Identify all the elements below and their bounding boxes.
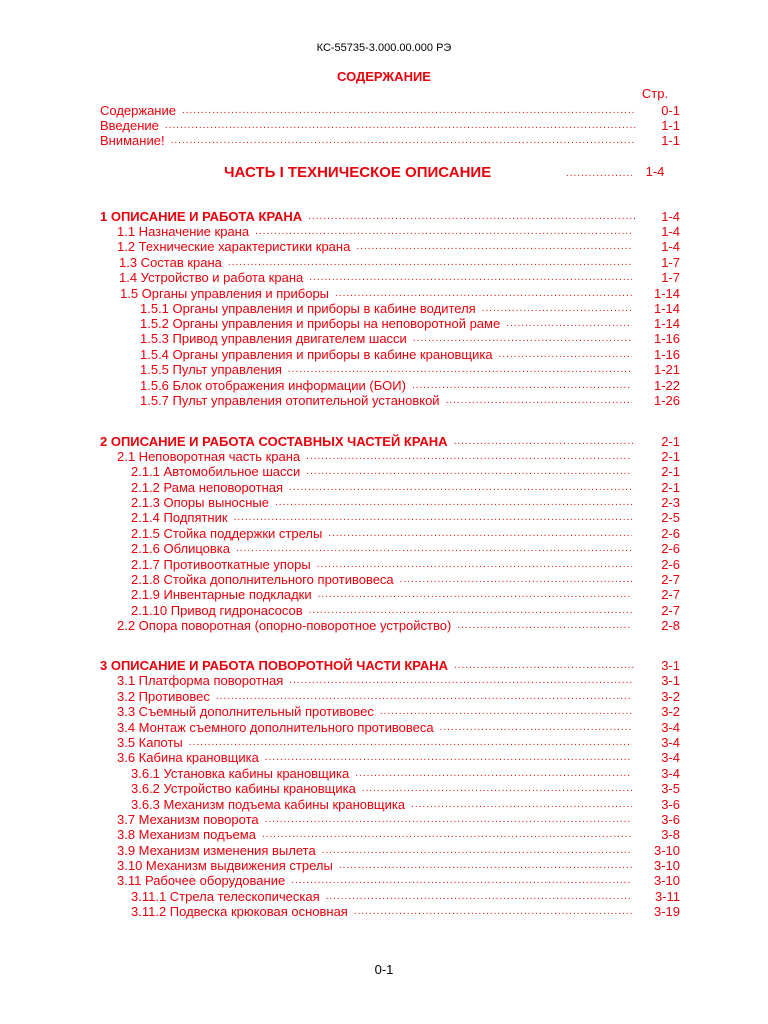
- toc-entry-label: 1 ОПИСАНИЕ И РАБОТА КРАНА: [100, 209, 303, 224]
- toc-entry-page: 1-14: [653, 286, 680, 301]
- page-column-header: Стр.: [641, 86, 669, 101]
- toc-entry-page: 1-22: [653, 378, 680, 393]
- toc-entry[interactable]: [117, 223, 680, 239]
- toc-entry[interactable]: [117, 617, 680, 633]
- toc-entry-label: 1.5.4 Органы управления и приборы в кабине крановщика: [140, 347, 493, 362]
- toc-entry-label: 2.1.2 Рама неповоротная: [131, 480, 284, 495]
- toc-entry[interactable]: [100, 102, 680, 118]
- toc-entry-page: 1-26: [653, 393, 680, 408]
- leader-dots: [189, 736, 632, 750]
- toc-entry[interactable]: [140, 330, 680, 346]
- toc-entry[interactable]: [140, 315, 680, 331]
- toc-entry[interactable]: [100, 117, 680, 133]
- leader-dots: [255, 225, 632, 239]
- toc-entry-page: 1-14: [653, 301, 680, 316]
- toc-entry-label: 3.2 Противовес: [117, 689, 210, 704]
- toc-entry[interactable]: [131, 479, 680, 495]
- toc-entry-page: 3-2: [661, 704, 680, 719]
- toc-entry[interactable]: [100, 208, 680, 224]
- toc-entry-label: 3.11.1 Стрела телескопическая: [131, 889, 320, 904]
- toc-entry-label: 1.5 Органы управления и приборы: [120, 286, 330, 301]
- leader-dots: [171, 134, 636, 148]
- toc-entry-page: 2-6: [661, 526, 680, 541]
- toc-entry-label: 3.6 Кабина крановщика: [117, 750, 259, 765]
- toc-entry-label: 2.1.5 Стойка поддержки стрелы: [131, 526, 323, 541]
- toc-entry-page: 2-7: [661, 572, 680, 587]
- toc-entry[interactable]: [117, 811, 680, 827]
- leader-dots: [356, 240, 632, 254]
- leader-dots: [182, 104, 636, 118]
- leader-dots: [339, 859, 632, 873]
- toc-entry[interactable]: [131, 571, 680, 587]
- leader-dots: [216, 690, 632, 704]
- toc-entry-page: 2-7: [661, 587, 680, 602]
- leader-dots: [265, 813, 632, 827]
- toc-entry-page: 2-8: [661, 618, 680, 633]
- toc-entry-label: 3.4 Монтаж съемного дополнительного противовеса: [117, 720, 434, 735]
- toc-entry-label: 3.7 Механизм поворота: [117, 812, 259, 827]
- toc-entry-page: 3-4: [661, 766, 680, 781]
- toc-entry[interactable]: [131, 463, 680, 479]
- toc-entry-label: 3.6.3 Механизм подъема кабины крановщика: [131, 797, 406, 812]
- toc-entry-label: 1.5.5 Пульт управления: [140, 362, 282, 377]
- toc-entry-page: 3-6: [661, 812, 680, 827]
- toc-entry-label: 2.1.6 Облицовка: [131, 541, 230, 556]
- leader-dots: [454, 435, 636, 449]
- toc-entry-page: 1-16: [653, 347, 680, 362]
- toc-entry-page: 3-8: [661, 827, 680, 842]
- toc-entry-page: 3-1: [661, 673, 680, 688]
- toc-entry[interactable]: [117, 238, 680, 254]
- toc-entry-page: 3-2: [661, 689, 680, 704]
- toc-entry-label: Введение: [100, 118, 159, 133]
- toc-entry-page: 2-6: [661, 557, 680, 572]
- toc-entry[interactable]: [119, 269, 680, 285]
- toc-entry[interactable]: [100, 657, 680, 673]
- toc-entry-label: 2 ОПИСАНИЕ И РАБОТА СОСТАВНЫХ ЧАСТЕЙ КРАНА: [100, 434, 448, 449]
- toc-entry-label: 3.5 Капоты: [117, 735, 183, 750]
- toc-title: СОДЕРЖАНИЕ: [337, 69, 431, 84]
- toc-entry-label: 2.1.1 Автомобильное шасси: [131, 464, 301, 479]
- toc-entry-page: 1-4: [661, 209, 680, 224]
- leader-dots: [291, 874, 632, 888]
- toc-entry-page: 0-1: [661, 103, 680, 118]
- toc-entry[interactable]: [131, 586, 680, 602]
- toc-entry-page: 3-6: [661, 797, 680, 812]
- toc-entry[interactable]: [131, 525, 680, 541]
- leader-dots: [446, 394, 632, 408]
- leader-dots: [400, 573, 632, 587]
- toc-entry-label: 1.5.2 Органы управления и приборы на неповоротной раме: [140, 316, 501, 331]
- toc-entry-page: 3-10: [653, 858, 680, 873]
- toc-entry[interactable]: [140, 300, 680, 316]
- toc-entry-label: 2.1.10 Привод гидронасосов: [131, 603, 303, 618]
- toc-entry-page: 3-4: [661, 720, 680, 735]
- toc-entry-page: 3-10: [653, 873, 680, 888]
- toc-entry[interactable]: [131, 509, 680, 525]
- toc-entry-label: 3 ОПИСАНИЕ И РАБОТА ПОВОРОТНОЙ ЧАСТИ КРАНА: [100, 658, 448, 673]
- toc-entry[interactable]: [131, 602, 680, 618]
- part-leader-dots: [566, 168, 632, 179]
- toc-entry-label: 1.5.6 Блок отображения информации (БОИ): [140, 378, 406, 393]
- doc-code: КС-55735-3.000.00.000 РЭ: [316, 42, 452, 54]
- leader-dots: [326, 890, 632, 904]
- toc-entry-label: Внимание!: [100, 133, 165, 148]
- toc-entry-page: 2-1: [661, 449, 680, 464]
- toc-entry[interactable]: [131, 556, 680, 572]
- leader-dots: [265, 751, 632, 765]
- toc-entry-label: 1.5.1 Органы управления и приборы в кабине водителя: [140, 301, 476, 316]
- toc-entry[interactable]: [100, 132, 680, 148]
- toc-entry[interactable]: [100, 433, 680, 449]
- toc-entry-label: 1.3 Состав крана: [119, 255, 222, 270]
- toc-entry-label: 1.5.3 Привод управления двигателем шасси: [140, 331, 407, 346]
- toc-entry-label: 3.9 Механизм изменения вылета: [117, 843, 316, 858]
- toc-entry[interactable]: [140, 346, 680, 362]
- leader-dots: [306, 465, 632, 479]
- leader-dots: [275, 496, 632, 510]
- toc-entry[interactable]: [140, 361, 680, 377]
- toc-entry-page: 1-7: [661, 270, 680, 285]
- toc-entry-page: 3-1: [661, 658, 680, 673]
- toc-entry-label: 2.1.8 Стойка дополнительного противовеса: [131, 572, 394, 587]
- toc-entry[interactable]: [117, 842, 680, 858]
- toc-entry[interactable]: [117, 719, 680, 735]
- toc-entry[interactable]: [117, 857, 680, 873]
- toc-entry-label: 3.11 Рабочее оборудование: [117, 873, 286, 888]
- toc-entry-page: 2-1: [661, 480, 680, 495]
- toc-entry-page: 2-5: [661, 510, 680, 525]
- toc-entry-page: 2-1: [661, 464, 680, 479]
- toc-entry-label: 2.2 Опора поворотная (опорно-поворотное устройство): [117, 618, 452, 633]
- toc-entry-label: 2.1.7 Противооткатные упоры: [131, 557, 311, 572]
- leader-dots: [262, 828, 632, 842]
- toc-entry-page: 2-3: [661, 495, 680, 510]
- toc-entry-page: 3-4: [661, 750, 680, 765]
- toc-entry[interactable]: [117, 749, 680, 765]
- toc-entry[interactable]: [117, 826, 680, 842]
- leader-dots: [308, 210, 636, 224]
- part-page: 1-4: [645, 164, 665, 179]
- leader-dots: [309, 271, 632, 285]
- toc-entry-page: 1-21: [653, 362, 680, 377]
- leader-dots: [317, 558, 632, 572]
- toc-entry-label: 3.10 Механизм выдвижения стрелы: [117, 858, 333, 873]
- toc-entry-page: 3-4: [661, 735, 680, 750]
- toc-entry-label: 3.3 Съемный дополнительный противовес: [117, 704, 374, 719]
- toc-entry-page: 1-7: [661, 255, 680, 270]
- toc-entry-label: 1.1 Назначение крана: [117, 224, 250, 239]
- leader-dots: [499, 348, 632, 362]
- leader-dots: [309, 604, 632, 618]
- toc-entry[interactable]: [131, 903, 680, 919]
- leader-dots: [412, 379, 632, 393]
- leader-dots: [322, 844, 632, 858]
- leader-dots: [482, 302, 632, 316]
- toc-entry-label: 1.2 Технические характеристики крана: [117, 239, 351, 254]
- toc-entry-page: 1-16: [653, 331, 680, 346]
- toc-entry-page: 2-1: [661, 434, 680, 449]
- toc-entry[interactable]: [117, 688, 680, 704]
- leader-dots: [355, 767, 632, 781]
- leader-dots: [362, 782, 632, 796]
- toc-entry-label: 1.4 Устройство и работа крана: [119, 270, 304, 285]
- leader-dots: [165, 119, 636, 133]
- toc-entry[interactable]: [117, 672, 680, 688]
- part-title: ЧАСТЬ I ТЕХНИЧЕСКОЕ ОПИСАНИЕ: [224, 164, 492, 181]
- leader-dots: [234, 511, 632, 525]
- leader-dots: [318, 588, 632, 602]
- toc-entry[interactable]: [117, 734, 680, 750]
- leader-dots: [328, 527, 632, 541]
- leader-dots: [506, 317, 632, 331]
- leader-dots: [440, 721, 632, 735]
- leader-dots: [354, 905, 632, 919]
- leader-dots: [454, 659, 636, 673]
- toc-entry-page: 1-4: [661, 239, 680, 254]
- toc-entry-label: 3.6.2 Устройство кабины крановщика: [131, 781, 356, 796]
- toc-entry[interactable]: [117, 872, 680, 888]
- leader-dots: [289, 481, 632, 495]
- toc-entry-label: 3.11.2 Подвеска крюковая основная: [131, 904, 348, 919]
- leader-dots: [288, 363, 632, 377]
- toc-entry-page: 2-6: [661, 541, 680, 556]
- toc-entry-label: Содержание: [100, 103, 176, 118]
- leader-dots: [380, 705, 632, 719]
- toc-entry-label: 2.1.3 Опоры выносные: [131, 495, 270, 510]
- toc-entry[interactable]: [131, 540, 680, 556]
- toc-entry[interactable]: [131, 780, 680, 796]
- toc-entry-label: 2.1 Неповоротная часть крана: [117, 449, 301, 464]
- toc-entry[interactable]: [140, 377, 680, 393]
- toc-entry[interactable]: [120, 285, 680, 301]
- toc-entry[interactable]: [117, 703, 680, 719]
- toc-entry-page: 1-4: [661, 224, 680, 239]
- toc-entry-label: 2.1.9 Инвентарные подкладки: [131, 587, 312, 602]
- leader-dots: [411, 798, 632, 812]
- toc-entry-label: 3.8 Механизм подъема: [117, 827, 256, 842]
- toc-entry-page: 3-19: [653, 904, 680, 919]
- toc-entry-page: 3-5: [661, 781, 680, 796]
- toc-entry-label: 3.1 Платформа поворотная: [117, 673, 284, 688]
- leader-dots: [457, 619, 632, 633]
- toc-entry[interactable]: [131, 796, 680, 812]
- toc-entry-page: 1-1: [661, 118, 680, 133]
- toc-entry[interactable]: [131, 888, 680, 904]
- toc-entry[interactable]: [117, 448, 680, 464]
- toc-entry-page: 3-11: [654, 889, 680, 904]
- toc-entry-page: 1-1: [661, 133, 680, 148]
- page-number: 0-1: [374, 962, 394, 977]
- toc-entry-label: 2.1.4 Подпятник: [131, 510, 228, 525]
- toc-entry[interactable]: [131, 494, 680, 510]
- leader-dots: [289, 674, 632, 688]
- toc-entry[interactable]: [131, 765, 680, 781]
- leader-dots: [236, 542, 632, 556]
- leader-dots: [228, 256, 632, 270]
- leader-dots: [335, 287, 632, 301]
- leader-dots: [413, 332, 632, 346]
- toc-entry-label: 1.5.7 Пульт управления отопительной установкой: [140, 393, 440, 408]
- leader-dots: [306, 450, 632, 464]
- toc-entry-label: 3.6.1 Установка кабины крановщика: [131, 766, 350, 781]
- toc-entry-page: 1-14: [653, 316, 680, 331]
- toc-entry[interactable]: [119, 254, 680, 270]
- toc-entry-page: 2-7: [661, 603, 680, 618]
- toc-entry[interactable]: [140, 392, 680, 408]
- toc-entry-page: 3-10: [653, 843, 680, 858]
